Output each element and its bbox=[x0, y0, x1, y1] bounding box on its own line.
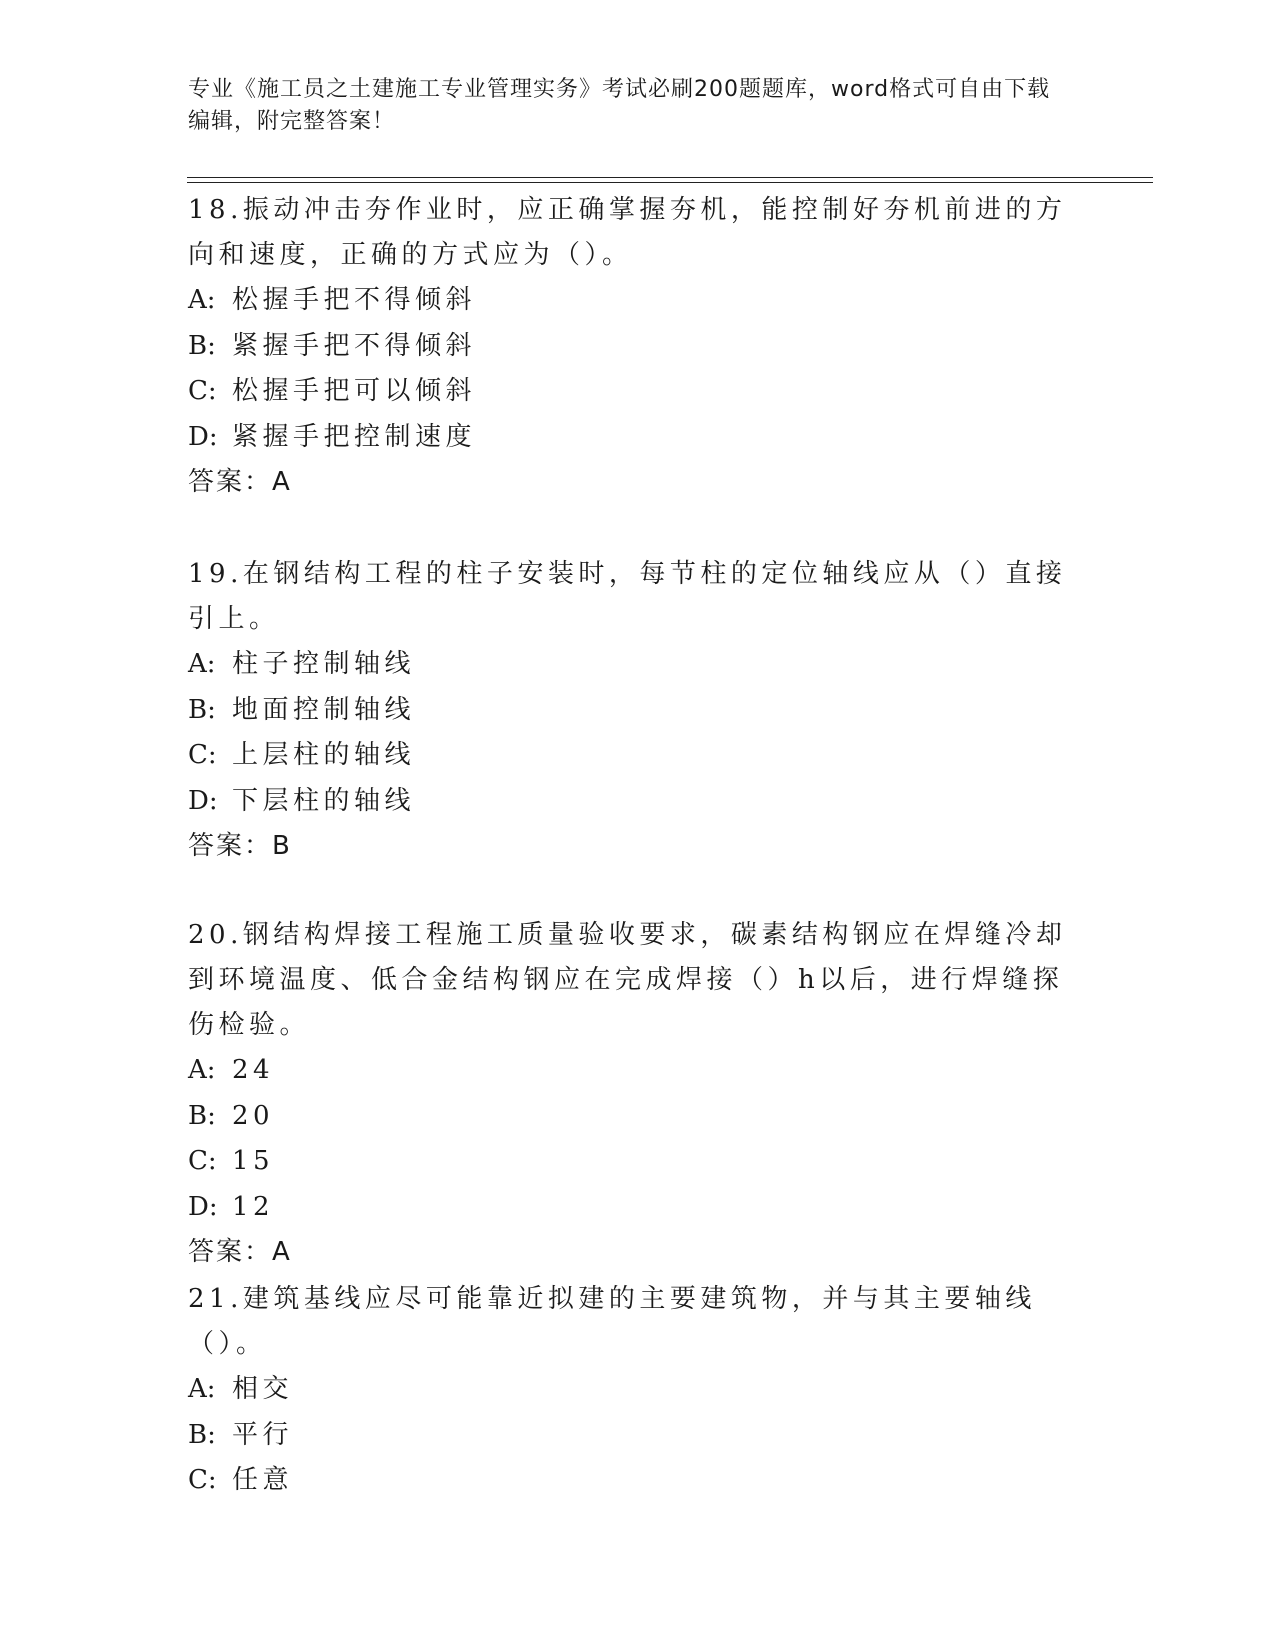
option-key: B: bbox=[188, 694, 216, 725]
option-text: 松握手把可以倾斜 bbox=[232, 376, 477, 406]
question-block bbox=[188, 1277, 1078, 1504]
option-text: 紧握手把不得倾斜 bbox=[232, 330, 477, 361]
option-text: 上层柱的轴线 bbox=[232, 740, 416, 770]
option-c bbox=[188, 369, 1078, 415]
option-text: 下层柱的轴线 bbox=[232, 785, 416, 816]
option-key: D: bbox=[188, 421, 218, 452]
option-text: 20 bbox=[232, 1100, 275, 1131]
option-text: 15 bbox=[232, 1146, 275, 1176]
option-text: 松握手把不得倾斜 bbox=[232, 285, 477, 315]
option-b bbox=[188, 1094, 1078, 1140]
option-key: C: bbox=[188, 376, 217, 406]
option-text: 相交 bbox=[232, 1374, 294, 1404]
option-text: 地面控制轴线 bbox=[232, 694, 416, 725]
option-key: D: bbox=[188, 1191, 218, 1222]
option-a bbox=[188, 1367, 1078, 1413]
question-text: 19.在钢结构工程的柱子安装时，每节柱的定位轴线应从（）直接引上。 bbox=[188, 559, 1067, 634]
option-c bbox=[188, 733, 1078, 779]
question-block bbox=[188, 552, 1078, 870]
option-c bbox=[188, 1139, 1078, 1185]
option-text: 12 bbox=[232, 1191, 275, 1222]
option-d bbox=[188, 1185, 1078, 1231]
document-header: 专业《施工员之土建施工专业管理实务》考试必刷200题题库，word格式可自由下载编辑，附完整答案！ bbox=[188, 77, 1051, 134]
question-text: 18.振动冲击夯作业时，应正确掌握夯机，能控制好夯机前进的方向和速度，正确的方式应为（）。 bbox=[188, 195, 1067, 270]
option-key: D: bbox=[188, 785, 218, 816]
option-d bbox=[188, 415, 1078, 461]
option-b bbox=[188, 688, 1078, 734]
answer-line: 答案：B bbox=[188, 831, 292, 861]
option-text: 平行 bbox=[232, 1419, 294, 1450]
header-divider bbox=[187, 182, 1153, 183]
option-d bbox=[188, 779, 1078, 825]
option-a bbox=[188, 278, 1078, 324]
option-key: A: bbox=[188, 1055, 216, 1085]
option-text: 柱子控制轴线 bbox=[232, 649, 416, 679]
option-text: 24 bbox=[232, 1055, 275, 1085]
option-key: A: bbox=[188, 285, 216, 315]
header-divider bbox=[187, 177, 1153, 178]
option-a bbox=[188, 642, 1078, 688]
option-a bbox=[188, 1048, 1078, 1094]
option-c bbox=[188, 1458, 1078, 1504]
option-text: 任意 bbox=[232, 1465, 294, 1495]
question-text: 21.建筑基线应尽可能靠近拟建的主要建筑物，并与其主要轴线（）。 bbox=[188, 1284, 1036, 1359]
option-key: B: bbox=[188, 1419, 216, 1450]
option-key: A: bbox=[188, 1374, 216, 1404]
question-block bbox=[188, 188, 1078, 506]
answer-line: 答案：A bbox=[188, 467, 292, 497]
option-key: C: bbox=[188, 740, 217, 770]
option-key: B: bbox=[188, 1100, 216, 1131]
option-key: C: bbox=[188, 1465, 217, 1495]
option-key: C: bbox=[188, 1146, 217, 1176]
question-block bbox=[188, 913, 1078, 1276]
answer-line: 答案：A bbox=[188, 1237, 292, 1267]
option-key: B: bbox=[188, 330, 216, 361]
option-key: A: bbox=[188, 649, 216, 679]
option-text: 紧握手把控制速度 bbox=[232, 421, 477, 452]
option-b bbox=[188, 324, 1078, 370]
question-text: 20.钢结构焊接工程施工质量验收要求，碳素结构钢应在焊缝冷却到环境温度、低合金结构钢应在完成焊接（）h以后，进行焊缝探伤检验。 bbox=[188, 920, 1067, 1040]
option-b bbox=[188, 1413, 1078, 1459]
